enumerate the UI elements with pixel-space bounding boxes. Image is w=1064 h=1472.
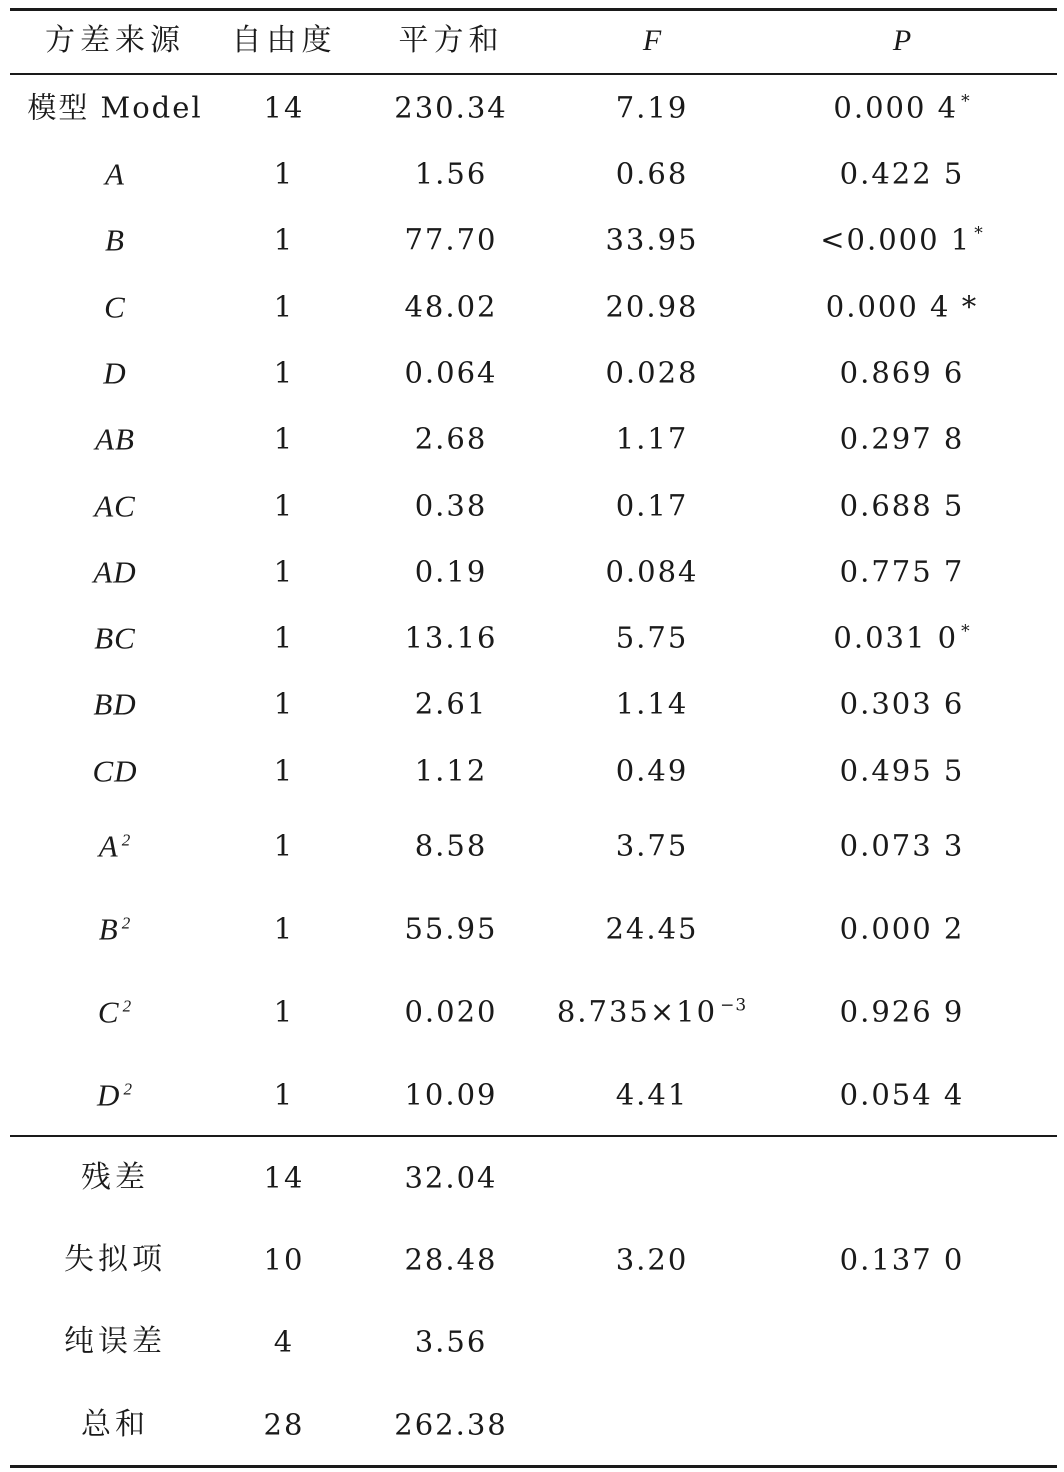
- row-f: 20.98: [605, 289, 699, 324]
- source-exponent: 2: [121, 913, 132, 933]
- p-value: <0.000 1: [820, 222, 972, 257]
- row-p: 0.054 4: [839, 1077, 965, 1112]
- row-ss: 1.56: [414, 156, 488, 191]
- row-p: 0.000 2: [839, 911, 965, 946]
- row-ss: 8.58: [414, 828, 488, 863]
- row-p: 0.688 5: [839, 488, 965, 523]
- row-f: 5.75: [615, 620, 689, 655]
- row-f: 7.19: [615, 90, 689, 125]
- source-base: A: [98, 828, 119, 864]
- row-source: BD: [93, 686, 137, 722]
- f-exponent: −3: [720, 995, 748, 1016]
- row-ss: 3.56: [414, 1324, 488, 1359]
- table-top-rule: [10, 8, 1057, 11]
- row-p: [833, 620, 971, 655]
- row-f: 24.45: [605, 911, 699, 946]
- row-source: D: [103, 355, 127, 391]
- row-source: BC: [94, 620, 136, 656]
- row-p: 0.073 3: [839, 828, 965, 863]
- row-source: [97, 994, 133, 1030]
- row-df: 1: [273, 686, 295, 721]
- row-f: 0.028: [605, 355, 699, 390]
- row-p: [833, 90, 971, 125]
- row-df: 4: [273, 1324, 295, 1359]
- row-p: 0.926 9: [839, 994, 965, 1029]
- row-ss: 13.16: [404, 620, 498, 655]
- row-ss: 55.95: [404, 911, 498, 946]
- table-header-rule: [10, 73, 1057, 75]
- row-f: 0.68: [615, 156, 689, 191]
- row-source: CD: [92, 753, 138, 789]
- row-f: 0.49: [615, 753, 689, 788]
- row-df: 1: [273, 620, 295, 655]
- row-ss: 48.02: [404, 289, 498, 324]
- p-value: 0.000 4: [833, 90, 959, 125]
- row-ss: 0.064: [404, 355, 498, 390]
- row-df: 1: [273, 156, 295, 191]
- row-p: 0.303 6: [839, 686, 965, 721]
- table-bottom-rule: [10, 1465, 1057, 1468]
- row-source: [98, 911, 132, 947]
- row-df: 10: [263, 1242, 305, 1277]
- row-df: 1: [273, 554, 295, 589]
- row-source: 模型 Model: [27, 90, 203, 125]
- row-df: 1: [273, 289, 295, 324]
- row-source: A: [105, 156, 125, 192]
- row-f: 3.20: [615, 1242, 689, 1277]
- row-source: B: [105, 222, 125, 258]
- source-base: B: [98, 911, 119, 947]
- row-source: 总和: [81, 1407, 149, 1442]
- table-section-rule: [10, 1135, 1057, 1137]
- row-ss: 2.68: [414, 421, 488, 456]
- row-source: AC: [94, 488, 136, 524]
- row-ss: 2.61: [414, 686, 488, 721]
- row-ss: 32.04: [404, 1160, 498, 1195]
- header-ss: 平方和: [398, 23, 504, 58]
- row-f: 1.17: [615, 421, 689, 456]
- row-source: AD: [93, 554, 137, 590]
- row-df: 1: [273, 222, 295, 257]
- row-p: 0.869 6: [839, 355, 965, 390]
- header-df: 自由度: [231, 23, 337, 58]
- row-p: 0.775 7: [839, 554, 965, 589]
- row-p: [820, 222, 984, 257]
- source-base: C: [97, 994, 120, 1030]
- header-p: P: [892, 24, 912, 57]
- header-f: F: [642, 24, 662, 57]
- row-p: 0.297 8: [839, 421, 965, 456]
- p-value: 0.031 0: [833, 620, 959, 655]
- source-base: D: [97, 1077, 121, 1113]
- row-df: 1: [273, 911, 295, 946]
- significance-mark: *: [961, 621, 971, 642]
- header-source: 方差来源: [45, 23, 185, 58]
- row-df: 14: [263, 90, 305, 125]
- f-mantissa: 8.735×10: [556, 994, 718, 1029]
- row-f: 33.95: [605, 222, 699, 257]
- row-p: 0.000 4 *: [825, 289, 979, 324]
- row-f: 1.14: [615, 686, 689, 721]
- row-df: 1: [273, 488, 295, 523]
- row-ss: 262.38: [394, 1407, 508, 1442]
- row-ss: 28.48: [404, 1242, 498, 1277]
- row-source: [97, 1077, 133, 1113]
- row-df: 1: [273, 355, 295, 390]
- row-source: 失拟项: [64, 1242, 166, 1277]
- source-exponent: 2: [122, 996, 133, 1016]
- row-df: 1: [273, 1077, 295, 1112]
- row-source: C: [104, 289, 126, 325]
- row-ss: 0.020: [404, 994, 498, 1029]
- row-p: 0.495 5: [839, 753, 965, 788]
- source-exponent: 2: [123, 1079, 133, 1099]
- row-source: 残差: [81, 1160, 149, 1195]
- row-p: 0.137 0: [839, 1242, 965, 1277]
- row-ss: 0.38: [414, 488, 488, 523]
- row-df: 1: [273, 753, 295, 788]
- row-f: 3.75: [615, 828, 689, 863]
- row-f: 0.084: [605, 554, 699, 589]
- row-df: 1: [273, 421, 295, 456]
- row-ss: 0.19: [414, 554, 488, 589]
- row-f: 0.17: [615, 488, 689, 523]
- row-ss: 1.12: [414, 753, 488, 788]
- significance-mark: *: [974, 223, 984, 244]
- row-df: 28: [263, 1407, 305, 1442]
- row-df: 1: [273, 828, 295, 863]
- row-ss: 230.34: [394, 90, 508, 125]
- row-source: AB: [95, 421, 135, 457]
- source-exponent: 2: [121, 830, 132, 850]
- row-df: 1: [273, 994, 295, 1029]
- row-df: 14: [263, 1160, 305, 1195]
- row-ss: 77.70: [404, 222, 498, 257]
- row-source: [98, 828, 132, 864]
- row-ss: 10.09: [404, 1077, 498, 1112]
- significance-mark: *: [961, 91, 971, 112]
- row-source: 纯误差: [64, 1324, 166, 1359]
- row-p: 0.422 5: [839, 156, 965, 191]
- row-f: 4.41: [615, 1077, 689, 1112]
- row-f: [556, 994, 748, 1029]
